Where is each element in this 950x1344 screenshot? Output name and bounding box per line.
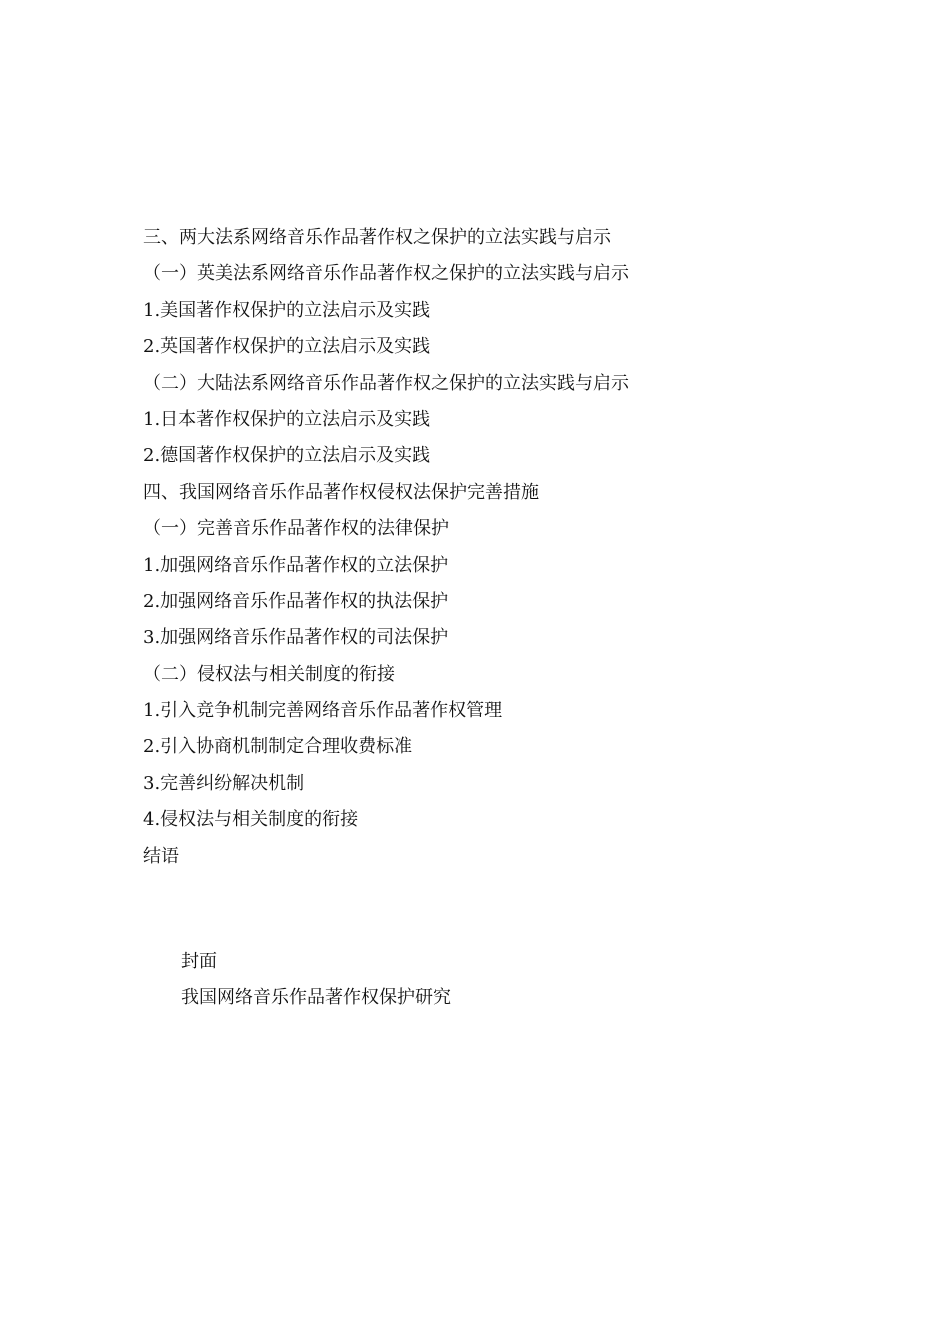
cover-label: 封面 [181,951,217,972]
outline-item: 2.加强网络音乐作品著作权的执法保护 [143,590,449,612]
outline-item: 4.侵权法与相关制度的衔接 [143,809,359,831]
outline-heading: 四、我国网络音乐作品著作权侵权法保护完善措施 [143,481,539,503]
outline-item: 1.美国著作权保护的立法启示及实践 [143,299,431,321]
outline-item: 2.引入协商机制制定合理收费标准 [143,736,413,758]
outline-subheading: （一）完善音乐作品著作权的法律保护 [143,518,449,540]
outline-conclusion: 结语 [143,845,179,867]
outline-item: 3.完善纠纷解决机制 [143,772,305,794]
outline-item: 1.日本著作权保护的立法启示及实践 [143,408,431,430]
cover-block [181,944,781,1016]
outline-item: 1.加强网络音乐作品著作权的立法保护 [143,554,449,576]
outline-subheading: （二）大陆法系网络音乐作品著作权之保护的立法实践与启示 [143,372,629,394]
outline-subheading: （一）英美法系网络音乐作品著作权之保护的立法实践与启示 [143,263,629,285]
outline-item: 2.德国著作权保护的立法启示及实践 [143,445,431,467]
outline-item: 1.引入竞争机制完善网络音乐作品著作权管理 [143,700,503,722]
outline-subheading: （二）侵权法与相关制度的衔接 [143,663,395,685]
outline-item: 3.加强网络音乐作品著作权的司法保护 [143,627,449,649]
outline-heading: 三、两大法系网络音乐作品著作权之保护的立法实践与启示 [143,227,611,248]
cover-title: 我国网络音乐作品著作权保护研究 [181,987,451,1008]
outline-item: 2.英国著作权保护的立法启示及实践 [143,336,431,358]
outline-list [143,220,843,875]
